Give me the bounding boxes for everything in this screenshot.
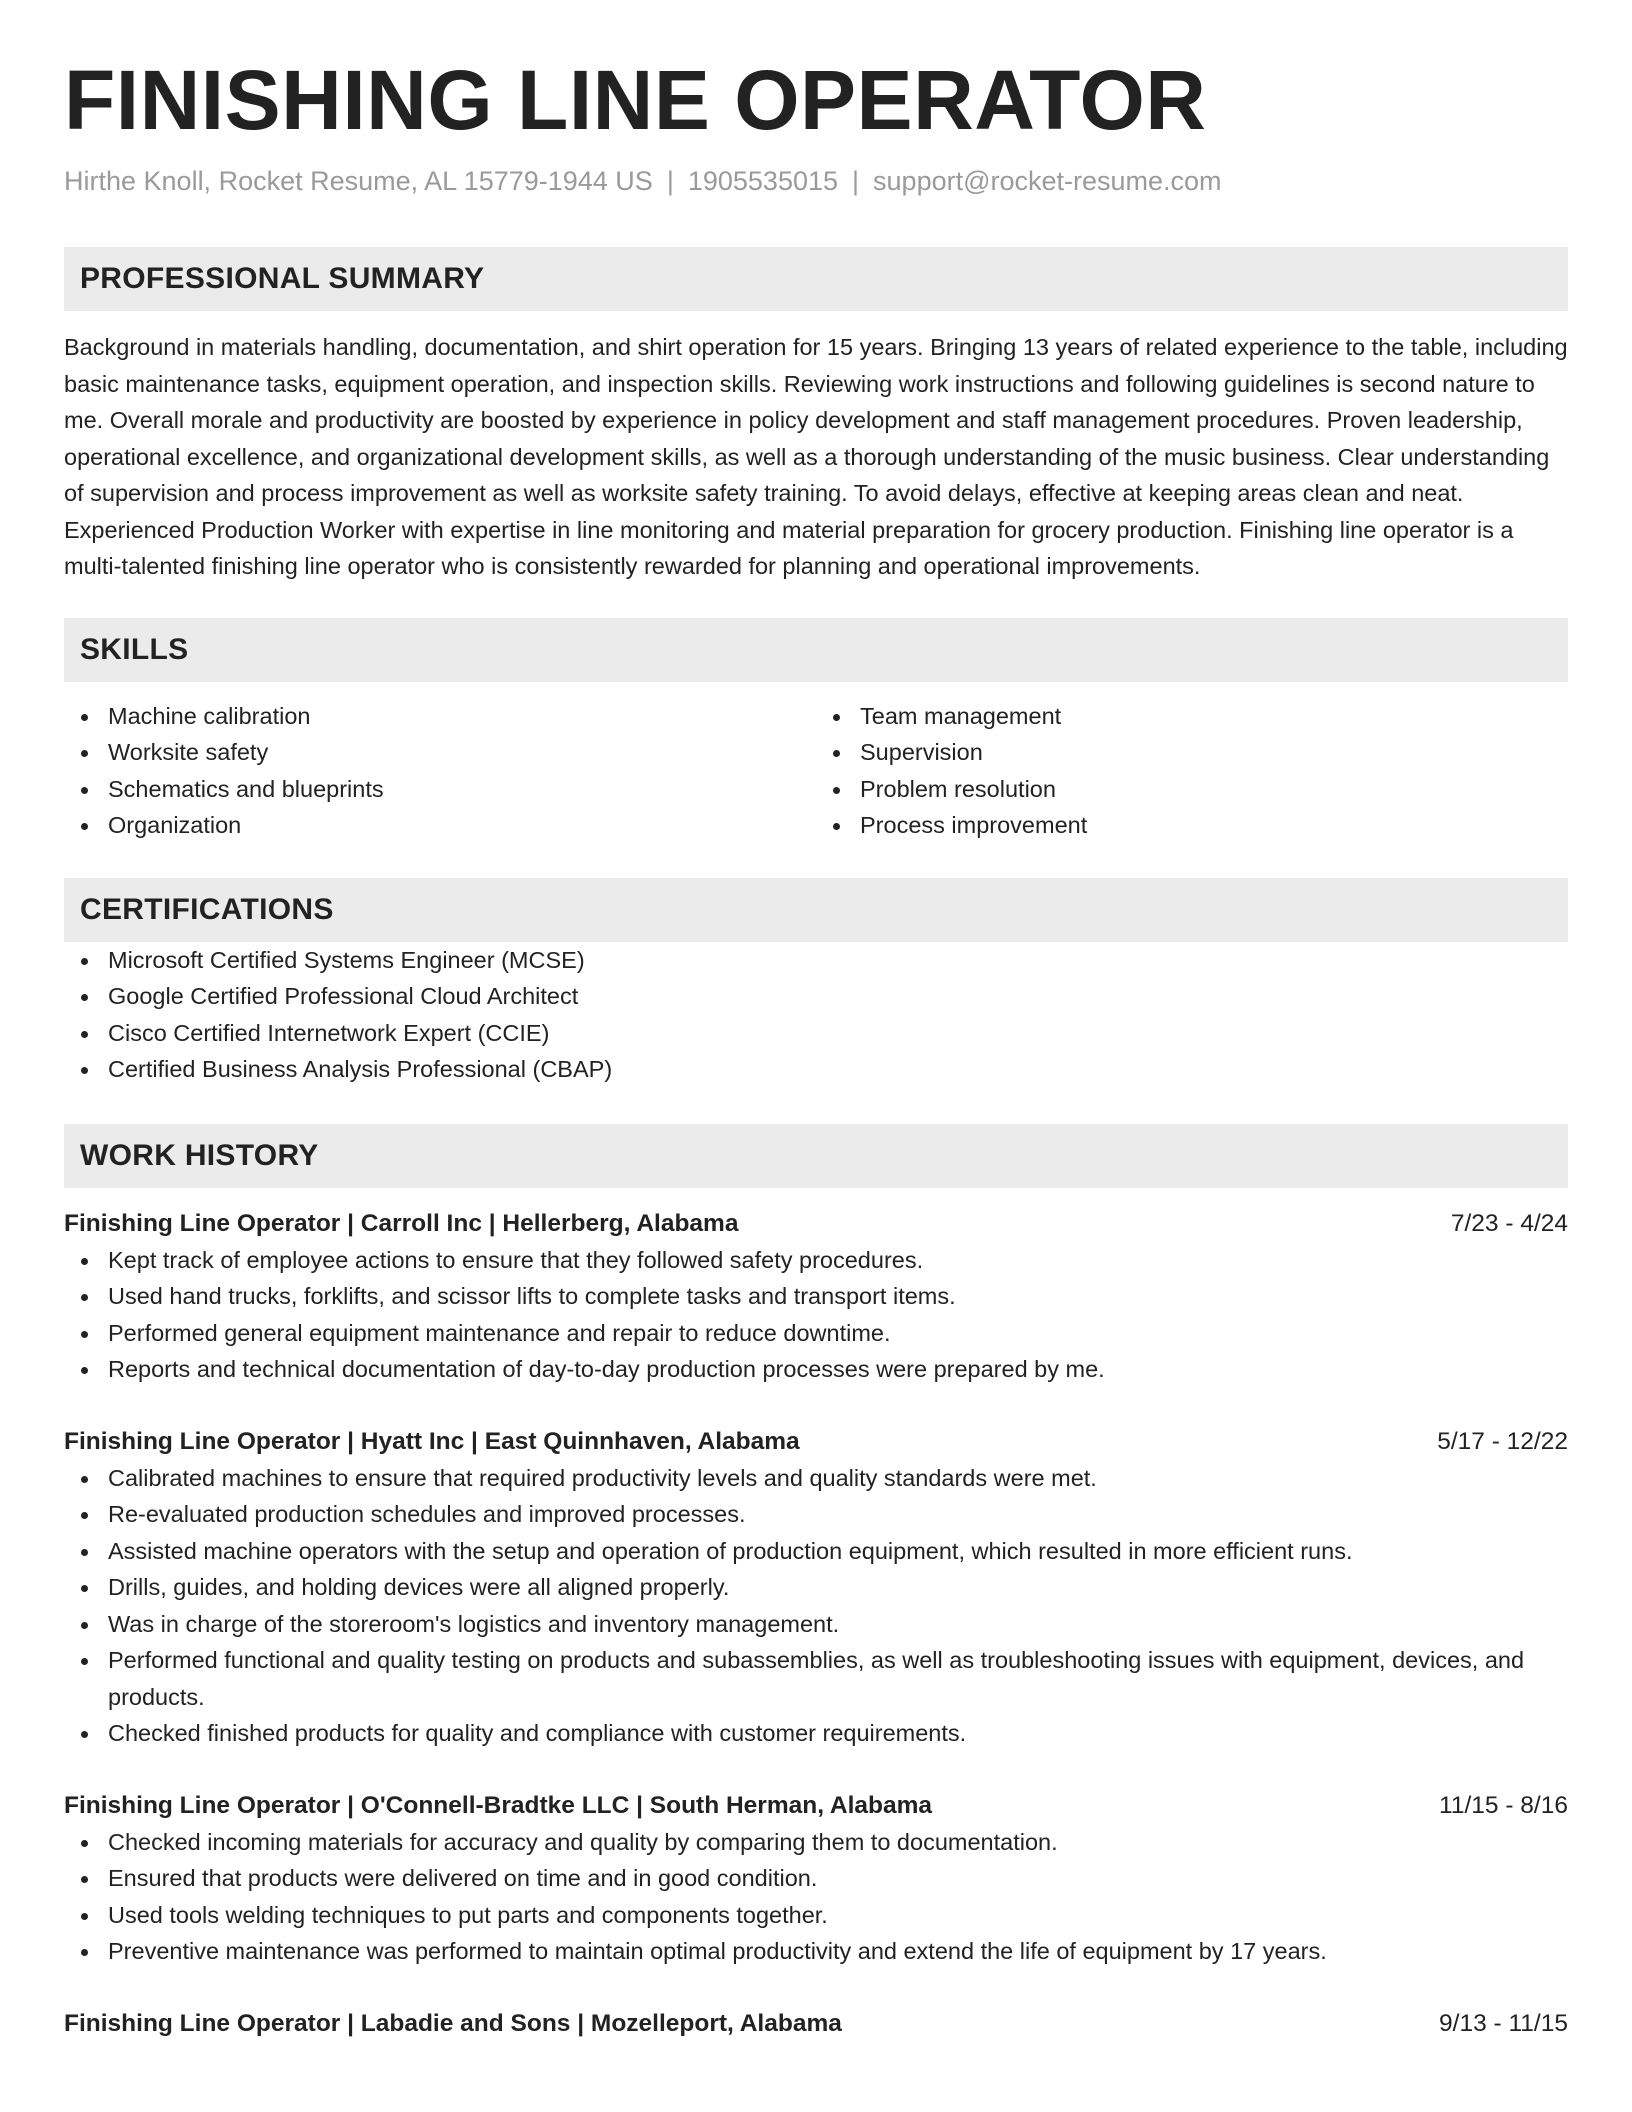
job-entry <box>64 1788 1568 1970</box>
skill-item: Machine calibration <box>64 698 816 735</box>
job-bullet: Assisted machine operators with the setup and operation of production equipment, which resulted in more efficient runs. <box>64 1533 1568 1570</box>
contact-phone: 1905535015 <box>687 166 839 196</box>
skill-item: Supervision <box>816 734 1568 771</box>
skills-column-right <box>816 698 1568 844</box>
contact-separator: | <box>852 166 860 196</box>
contact-address: Hirthe Knoll, Rocket Resume, AL 15779-1944 US <box>64 166 653 196</box>
skill-item: Schematics and blueprints <box>64 771 816 808</box>
job-bullet: Reports and technical documentation of day-to-day production processes were prepared by me. <box>64 1351 1568 1388</box>
skill-item: Problem resolution <box>816 771 1568 808</box>
job-bullet: Checked incoming materials for accuracy and quality by comparing them to documentation. <box>64 1824 1568 1861</box>
job-title: Finishing Line Operator | Labadie and Sons | Mozelleport, Alabama <box>64 2009 842 2037</box>
contact-email: support@rocket-resume.com <box>873 166 1222 196</box>
job-bullet: Used tools welding techniques to put parts and components together. <box>64 1897 1568 1934</box>
contact-line <box>64 165 1568 197</box>
job-bullet: Performed general equipment maintenance and repair to reduce downtime. <box>64 1315 1568 1352</box>
job-title: Finishing Line Operator | Hyatt Inc | East Quinnhaven, Alabama <box>64 1427 800 1455</box>
job-dates: 9/13 - 11/15 <box>1439 2009 1568 2037</box>
skills-list-right <box>816 698 1568 844</box>
certification-item: Google Certified Professional Cloud Architect <box>64 978 1568 1015</box>
job-entry <box>64 2006 1568 2042</box>
skills-list-left <box>64 698 816 844</box>
job-bullet: Checked finished products for quality and compliance with customer requirements. <box>64 1715 1568 1752</box>
job-bullet: Re-evaluated production schedules and improved processes. <box>64 1496 1568 1533</box>
job-bullet-list <box>64 1242 1568 1388</box>
certification-item: Cisco Certified Internetwork Expert (CCIE) <box>64 1015 1568 1052</box>
section-header-summary: PROFESSIONAL SUMMARY <box>64 247 1568 311</box>
job-dates: 7/23 - 4/24 <box>1450 1209 1568 1237</box>
job-dates: 5/17 - 12/22 <box>1437 1427 1568 1455</box>
job-header <box>64 2006 1568 2042</box>
certification-item: Certified Business Analysis Professional (CBAP) <box>64 1051 1568 1088</box>
skill-item: Team management <box>816 698 1568 735</box>
job-bullet: Preventive maintenance was performed to maintain optimal productivity and extend the life of equipment by 17 years. <box>64 1933 1568 1970</box>
section-header-certifications: CERTIFICATIONS <box>64 878 1568 942</box>
job-bullet: Calibrated machines to ensure that required productivity levels and quality standards were met. <box>64 1460 1568 1497</box>
job-dates: 11/15 - 8/16 <box>1439 1791 1568 1819</box>
job-header <box>64 1424 1568 1460</box>
skills-grid <box>64 698 1568 844</box>
job-bullet: Used hand trucks, forklifts, and scissor lifts to complete tasks and transport items. <box>64 1278 1568 1315</box>
job-bullet-list <box>64 1460 1568 1752</box>
job-bullet: Drills, guides, and holding devices were all aligned properly. <box>64 1569 1568 1606</box>
skill-item: Worksite safety <box>64 734 816 771</box>
job-bullet: Was in charge of the storeroom's logistics and inventory management. <box>64 1606 1568 1643</box>
summary-paragraph: Background in materials handling, documentation, and shirt operation for 15 years. Bringing 13 years of related experience to the table, including basic maintenance tasks, equipment operation, and inspection skills. Reviewing work instructions and following guidelines is second nature to me. Overall morale and productivity are boosted by experience in policy development and staff management procedures. Proven leadership, operational excellence, and organizational development skills, as well as a thorough understanding of the music business. Clear understanding of supervision and process improvement as well as worksite safety training. To avoid delays, effective at keeping areas clean and neat. Experienced Production Worker with expertise in line monitoring and material preparation for grocery production. Finishing line operator is a multi-talented finishing line operator who is consistently rewarded for planning and operational improvements. <box>64 334 1568 580</box>
job-entry <box>64 1206 1568 1388</box>
job-bullet-list <box>64 1824 1568 1970</box>
job-bullet: Ensured that products were delivered on time and in good condition. <box>64 1860 1568 1897</box>
contact-separator: | <box>666 166 674 196</box>
section-header-work-history: WORK HISTORY <box>64 1124 1568 1188</box>
certifications-list <box>64 942 1568 1088</box>
section-header-skills: SKILLS <box>64 618 1568 682</box>
certification-item: Microsoft Certified Systems Engineer (MCSE) <box>64 942 1568 979</box>
job-bullet: Performed functional and quality testing on products and subassemblies, as well as troubleshooting issues with equipment, devices, and products. <box>64 1642 1568 1715</box>
skills-column-left <box>64 698 816 844</box>
job-header <box>64 1788 1568 1824</box>
job-title: Finishing Line Operator | Carroll Inc | Hellerberg, Alabama <box>64 1209 739 1237</box>
job-header <box>64 1206 1568 1242</box>
skill-item: Organization <box>64 807 816 844</box>
resume-title: FINISHING LINE OPERATOR <box>64 53 1207 147</box>
job-bullet: Kept track of employee actions to ensure that they followed safety procedures. <box>64 1242 1568 1279</box>
skill-item: Process improvement <box>816 807 1568 844</box>
job-entry <box>64 1424 1568 1752</box>
job-title: Finishing Line Operator | O'Connell-Bradtke LLC | South Herman, Alabama <box>64 1791 933 1819</box>
